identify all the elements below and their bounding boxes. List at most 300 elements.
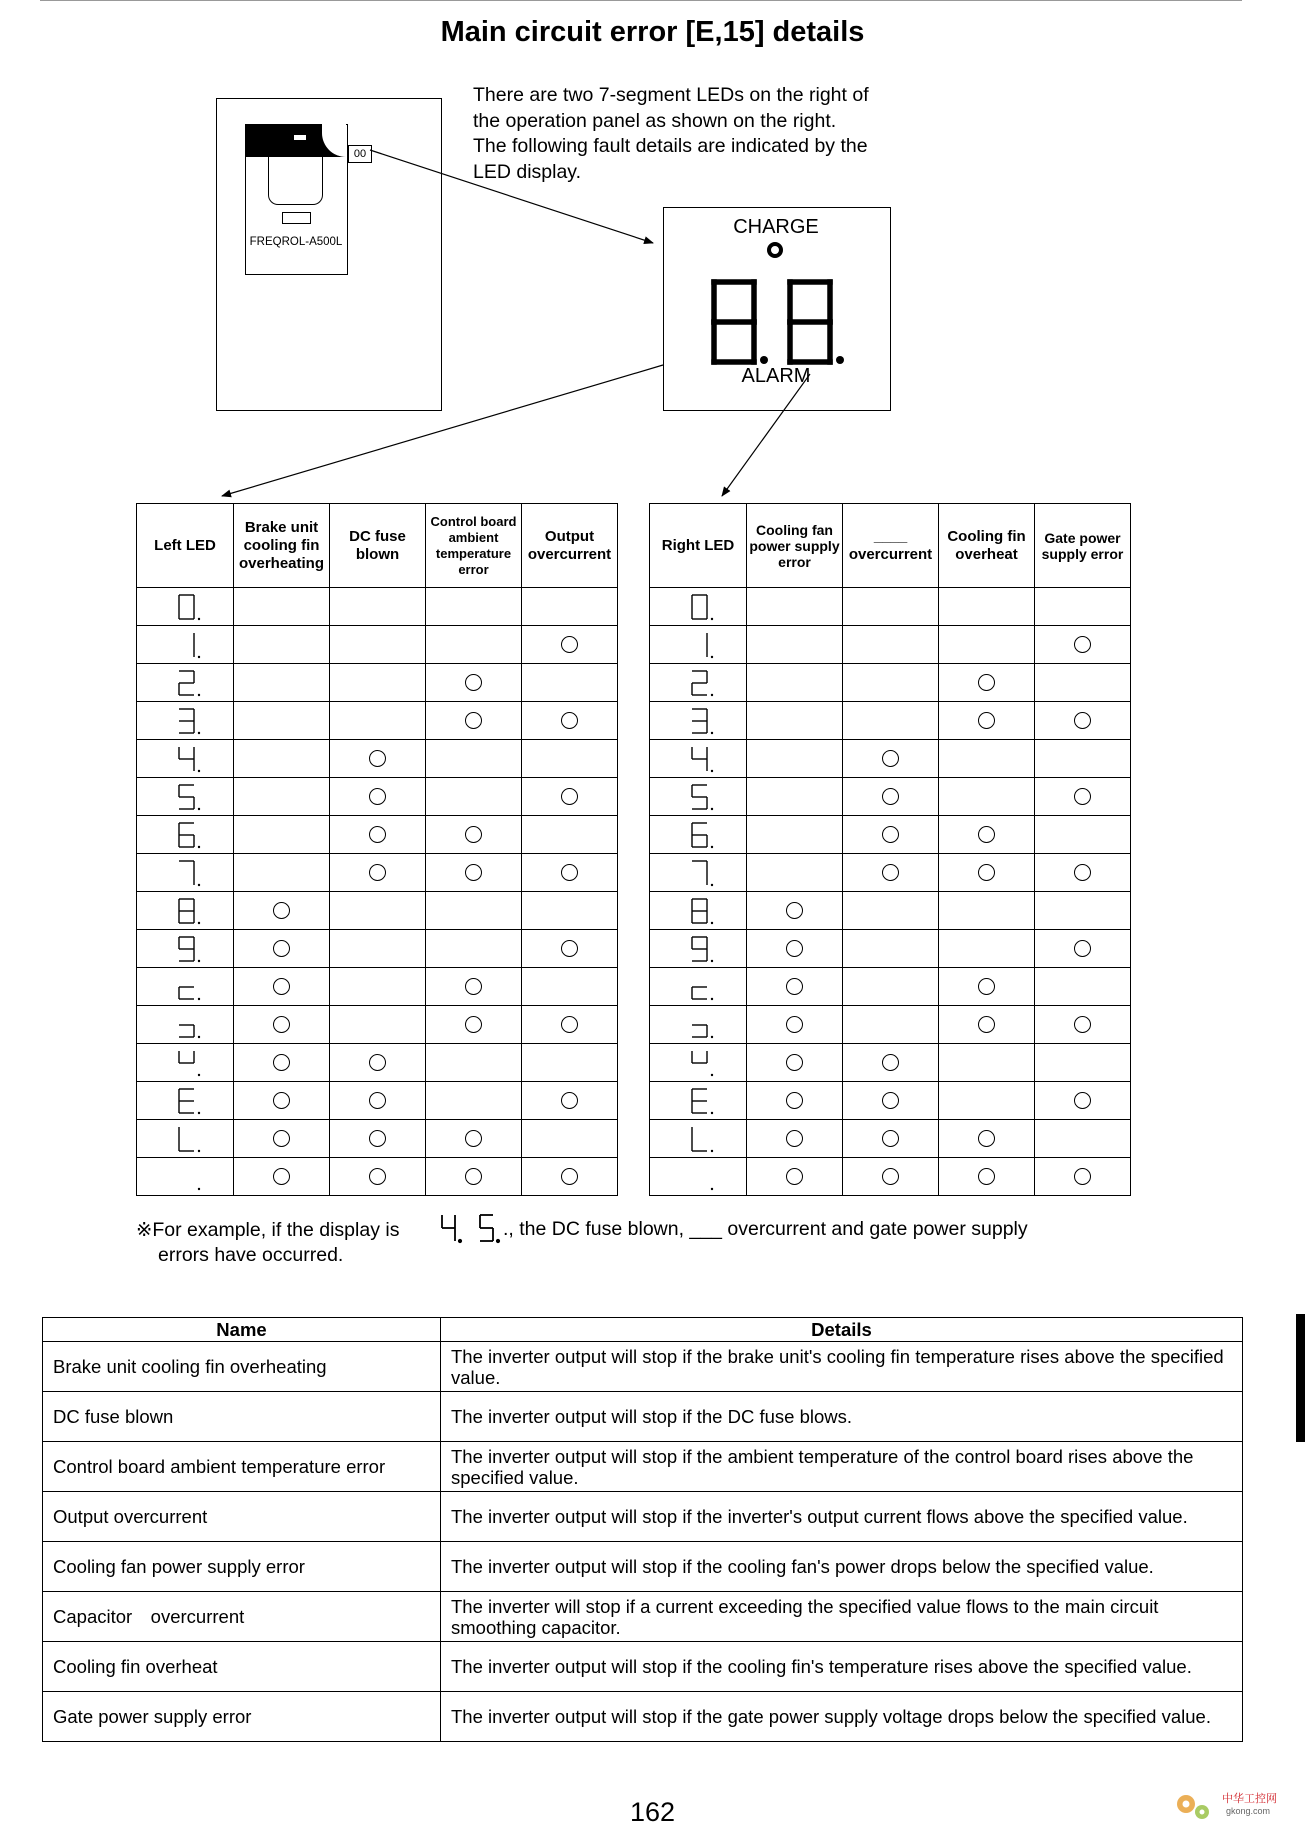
right-mark-cell [747,626,843,664]
left-led-code-cell [137,968,234,1006]
fault-circle-icon [1074,1168,1091,1185]
decimal-point [198,959,200,961]
left-mark-cell [234,816,330,854]
left-led-digit-icon [165,818,205,852]
right-row [650,664,1131,702]
fault-circle-icon [465,978,482,995]
details-row [43,1692,1243,1742]
left-led-digit-icon [165,1008,205,1042]
details-name-cell: DC fuse blown [43,1392,441,1442]
fault-circle-icon [561,636,578,653]
watermark-text: 中华工控网 [1222,1792,1277,1805]
decimal-point [198,807,200,809]
details-row [43,1342,1243,1392]
left-row [137,1082,618,1120]
left-mark-cell [426,626,522,664]
decimal-point [711,693,713,695]
right-col-header-2: ____ overcurrent [843,504,939,588]
left-led-code-cell [137,854,234,892]
decimal-point [711,617,713,619]
charge-label: CHARGE [733,216,819,238]
left-led-digit-icon [165,704,205,738]
fault-circle-icon [561,1016,578,1033]
right-mark-cell [939,664,1035,702]
left-led-digit-icon [165,1160,205,1194]
left-mark-cell [234,1044,330,1082]
right-led-code-cell [650,968,747,1006]
fault-circle-icon [369,1168,386,1185]
decimal-point [711,1111,713,1113]
fault-circle-icon [786,1092,803,1109]
fault-circle-icon [561,788,578,805]
right-led-code-cell [650,1082,747,1120]
fault-circle-icon [786,1054,803,1071]
right-mark-cell [843,588,939,626]
decimal-point [198,1187,200,1189]
right-mark-cell [843,1120,939,1158]
left-mark-cell [522,778,618,816]
right-mark-cell [747,740,843,778]
left-mark-cell [426,1158,522,1196]
decimal-point [198,1149,200,1151]
right-mark-cell [939,740,1035,778]
right-led-digit-icon [678,1084,718,1118]
details-row [43,1542,1243,1592]
left-mark-cell [330,1006,426,1044]
left-mark-cell [522,854,618,892]
right-mark-cell [843,1082,939,1120]
right-row [650,740,1131,778]
fault-circle-icon [1074,1016,1091,1033]
right-led-digit-icon [678,1160,718,1194]
right-col-header-4: Gate power supply error [1035,504,1131,588]
right-led-code-cell [650,1006,747,1044]
right-mark-cell [939,1158,1035,1196]
left-mark-cell [330,892,426,930]
left-col-header-4: Output overcurrent [522,504,618,588]
right-mark-cell [1035,816,1131,854]
right-led-code-cell [650,892,747,930]
left-row [137,626,618,664]
left-mark-cell [234,1158,330,1196]
fault-circle-icon [786,940,803,957]
fault-circle-icon [786,902,803,919]
right-mark-cell [843,968,939,1006]
right-mark-cell [1035,1082,1131,1120]
details-text-cell: The inverter will stop if a current exceeding the specified value flows to the main circuit smoothing capacitor. [441,1592,1243,1642]
left-mark-cell [234,930,330,968]
example-note-line1 [136,1218,399,1242]
right-led-code-cell [650,740,747,778]
right-led-code-cell [650,588,747,626]
left-mark-cell [234,778,330,816]
right-mark-cell [843,854,939,892]
right-row [650,1158,1131,1196]
gkong-watermark-logo [1170,1782,1288,1824]
decimal-point [711,807,713,809]
example-seven-segment-45-icon [438,1212,508,1244]
fault-circle-icon [1074,864,1091,881]
left-mark-cell [330,740,426,778]
fault-circle-icon [1074,636,1091,653]
left-mark-cell [234,1082,330,1120]
left-led-digit-icon [165,970,205,1004]
left-mark-cell [234,588,330,626]
left-led-code-cell [137,1082,234,1120]
left-mark-cell [234,1006,330,1044]
right-mark-cell [939,588,1035,626]
details-name-cell: Output overcurrent [43,1492,441,1542]
fault-circle-icon [273,1016,290,1033]
left-mark-cell [522,740,618,778]
decimal-point [198,845,200,847]
right-row [650,968,1131,1006]
details-row [43,1442,1243,1492]
details-text-cell: The inverter output will stop if the brake unit's cooling fin temperature rises above the specified value. [441,1342,1243,1392]
fault-circle-icon [882,864,899,881]
details-text-cell: The inverter output will stop if the gate power supply voltage drops below the specified value. [441,1692,1243,1742]
left-row [137,740,618,778]
right-mark-cell [1035,1006,1131,1044]
left-mark-cell [426,1082,522,1120]
right-mark-cell [747,854,843,892]
fault-circle-icon [882,750,899,767]
fault-circle-icon [369,864,386,881]
decimal-point [711,883,713,885]
right-row [650,702,1131,740]
fault-circle-icon [369,1092,386,1109]
right-mark-cell [1035,1120,1131,1158]
example-note-prefix: ※For example, if the display is [136,1219,400,1241]
fault-circle-icon [882,826,899,843]
right-row [650,626,1131,664]
left-led-code-cell [137,664,234,702]
left-col-header-2: DC fuse blown [330,504,426,588]
decimal-point [198,997,200,999]
right-mark-cell [939,702,1035,740]
fault-circle-icon [978,1168,995,1185]
right-row [650,816,1131,854]
fault-circle-icon [978,978,995,995]
right-row [650,930,1131,968]
right-mark-cell [939,816,1035,854]
page-number: 162 [629,1797,676,1827]
fault-circle-icon [465,712,482,729]
right-mark-cell [939,1120,1035,1158]
fault-circle-icon [273,902,290,919]
right-mark-cell [1035,1044,1131,1082]
decimal-point [497,1240,499,1242]
drive-model-label: FREQROL-A500L [249,236,343,248]
left-led-digit-icon [165,742,205,776]
fault-circle-icon [1074,1092,1091,1109]
right-mark-cell [747,588,843,626]
left-mark-cell [330,1082,426,1120]
left-led-table [136,503,618,1196]
watermark-subtext: gkong.com [1226,1806,1271,1816]
right-mark-cell [1035,702,1131,740]
left-led-code-cell [137,778,234,816]
fault-circle-icon [978,826,995,843]
left-led-code-cell [137,740,234,778]
right-led-code-cell [650,816,747,854]
right-led-digit-icon [678,932,718,966]
fault-circle-icon [1074,712,1091,729]
fault-circle-icon [465,826,482,843]
left-mark-cell [522,1158,618,1196]
fault-circle-icon [561,1092,578,1109]
left-led-code-cell [137,1006,234,1044]
fault-circle-icon [273,1092,290,1109]
right-mark-cell [1035,968,1131,1006]
right-led-digit-icon [678,590,718,624]
page-title: Main circuit error [E,15] details [440,16,865,48]
right-row [650,1006,1131,1044]
right-led-digit-icon [678,856,718,890]
decimal-point [711,655,713,657]
fault-circle-icon [786,1016,803,1033]
right-mark-cell [939,1006,1035,1044]
right-led-code-cell [650,1120,747,1158]
decimal-point [711,959,713,961]
left-mark-cell [234,664,330,702]
details-name-header: Name [43,1318,441,1342]
left-mark-cell [330,1120,426,1158]
left-led-digit-icon [165,780,205,814]
right-row [650,1044,1131,1082]
left-mark-cell [426,930,522,968]
fault-circle-icon [273,1054,290,1071]
left-mark-cell [330,626,426,664]
fault-circle-icon [978,712,995,729]
right-mark-cell [843,740,939,778]
left-col-header-3: Control board ambient temperature error [426,504,522,588]
details-name-cell: Capacitor overcurrent [43,1592,441,1642]
left-led-code-cell [137,892,234,930]
right-mark-cell [747,1006,843,1044]
fault-circle-icon [882,1092,899,1109]
details-text-cell: The inverter output will stop if the DC fuse blows. [441,1392,1243,1442]
right-mark-cell [939,854,1035,892]
left-mark-cell [330,778,426,816]
error-details-table [42,1317,1243,1742]
right-mark-cell [939,930,1035,968]
right-mark-cell [747,778,843,816]
fault-circle-icon [369,1130,386,1147]
right-led-code-cell [650,1158,747,1196]
fault-circle-icon [978,1130,995,1147]
fault-circle-icon [273,978,290,995]
right-mark-cell [1035,854,1131,892]
left-mark-cell [426,588,522,626]
left-row [137,1158,618,1196]
right-led-digit-icon [678,1046,718,1080]
left-mark-cell [234,968,330,1006]
left-mark-cell [522,1044,618,1082]
left-row [137,588,618,626]
left-row [137,816,618,854]
right-mark-cell [1035,626,1131,664]
fault-circle-icon [465,674,482,691]
details-text-cell: The inverter output will stop if the ambient temperature of the control board rises above the specified value. [441,1442,1243,1492]
fault-circle-icon [465,864,482,881]
left-mark-cell [426,702,522,740]
right-led-digit-icon [678,742,718,776]
right-mark-cell [747,816,843,854]
right-mark-cell [747,1082,843,1120]
fault-circle-icon [786,1130,803,1147]
left-led-code-cell [137,1158,234,1196]
right-led-table [649,503,1131,1196]
decimal-point [198,921,200,923]
right-led-code-cell [650,664,747,702]
left-row [137,1120,618,1158]
left-row [137,664,618,702]
fault-circle-icon [273,1130,290,1147]
example-note-suffix: ., the DC fuse blown, ___ overcurrent and gate power supply [503,1218,1028,1240]
left-mark-cell [330,664,426,702]
right-mark-cell [939,968,1035,1006]
right-row [650,1120,1131,1158]
left-mark-cell [426,778,522,816]
left-row [137,892,618,930]
right-col-header-1: Cooling fan power supply error [747,504,843,588]
left-led-code-cell [137,816,234,854]
decimal-point [198,1073,200,1075]
left-led-digit-icon [165,1046,205,1080]
left-led-digit-icon [165,590,205,624]
decimal-point [198,1035,200,1037]
right-mark-cell [843,664,939,702]
details-text-cell: The inverter output will stop if the cooling fin's temperature rises above the specified value. [441,1642,1243,1692]
decimal-point [711,921,713,923]
left-mark-cell [522,1082,618,1120]
left-mark-cell [330,1158,426,1196]
right-mark-cell [1035,588,1131,626]
right-mark-cell [747,1044,843,1082]
right-mark-cell [1035,664,1131,702]
left-mark-cell [426,1120,522,1158]
left-mark-cell [426,854,522,892]
left-mark-cell [522,664,618,702]
left-led-digit-icon [165,1084,205,1118]
intro-text: There are two 7-segment LEDs on the right of the operation panel as shown on the right. The following fault details are indicated by the LED display. [473,84,869,183]
right-led-code-cell [650,930,747,968]
alarm-label: ALARM [741,365,811,387]
mini-led-display: 00 [348,145,372,163]
fault-circle-icon [561,712,578,729]
left-mark-cell [522,816,618,854]
right-row [650,854,1131,892]
right-mark-cell [747,1158,843,1196]
right-mark-cell [843,1006,939,1044]
left-led-digit-icon [165,932,205,966]
left-mark-cell [330,930,426,968]
right-col-header-3: Cooling fin overheat [939,504,1035,588]
fault-circle-icon [465,1130,482,1147]
left-led-code-cell [137,1044,234,1082]
left-mark-cell [522,930,618,968]
fault-circle-icon [786,978,803,995]
details-name-cell: Control board ambient temperature error [43,1442,441,1492]
left-mark-cell [234,1120,330,1158]
details-name-cell: Brake unit cooling fin overheating [43,1342,441,1392]
right-mark-cell [1035,930,1131,968]
fault-circle-icon [882,788,899,805]
fault-circle-icon [465,1016,482,1033]
right-mark-cell [747,1120,843,1158]
left-mark-cell [330,1044,426,1082]
left-row [137,702,618,740]
right-mark-cell [939,778,1035,816]
left-led-code-cell [137,930,234,968]
right-led-code-cell [650,778,747,816]
left-mark-cell [522,702,618,740]
right-led-digit-icon [678,1008,718,1042]
right-mark-cell [843,892,939,930]
fault-circle-icon [561,940,578,957]
right-mark-cell [1035,1158,1131,1196]
left-mark-cell [234,740,330,778]
left-mark-cell [426,816,522,854]
right-led-code-cell [650,854,747,892]
details-row [43,1392,1243,1442]
details-name-cell: Cooling fan power supply error [43,1542,441,1592]
decimal-point [198,1111,200,1113]
decimal-point [711,845,713,847]
left-led-digit-icon [165,1122,205,1156]
fault-circle-icon [1074,940,1091,957]
right-mark-cell [1035,778,1131,816]
details-text-cell: The inverter output will stop if the inverter's output current flows above the specified value. [441,1492,1243,1542]
example-note-line2: errors have occurred. [158,1244,344,1266]
decimal-point [198,617,200,619]
decimal-point [198,883,200,885]
arrow-to-left-table [222,365,663,496]
left-mark-cell [330,588,426,626]
fault-circle-icon [465,1168,482,1185]
left-led-digit-icon [165,894,205,928]
left-led-header: Left LED [137,504,234,588]
decimal-point [198,731,200,733]
fault-circle-icon [273,940,290,957]
left-led-digit-icon [165,666,205,700]
right-mark-cell [939,626,1035,664]
fault-circle-icon [561,864,578,881]
decimal-point [711,769,713,771]
left-row [137,1006,618,1044]
right-led-digit-icon [678,628,718,662]
left-row [137,854,618,892]
right-mark-cell [843,1044,939,1082]
right-mark-cell [747,892,843,930]
left-mark-cell [330,854,426,892]
left-mark-cell [426,664,522,702]
right-led-digit-icon [678,894,718,928]
right-mark-cell [843,930,939,968]
right-mark-cell [1035,740,1131,778]
decimal-point [711,1073,713,1075]
left-mark-cell [330,702,426,740]
right-mark-cell [843,702,939,740]
right-led-digit-icon [678,818,718,852]
left-led-digit-icon [165,628,205,662]
left-led-code-cell [137,626,234,664]
details-text-cell: The inverter output will stop if the cooling fan's power drops below the specified value. [441,1542,1243,1592]
fault-circle-icon [786,1168,803,1185]
right-led-digit-icon [678,970,718,1004]
arrow-to-led-panel [370,150,653,243]
